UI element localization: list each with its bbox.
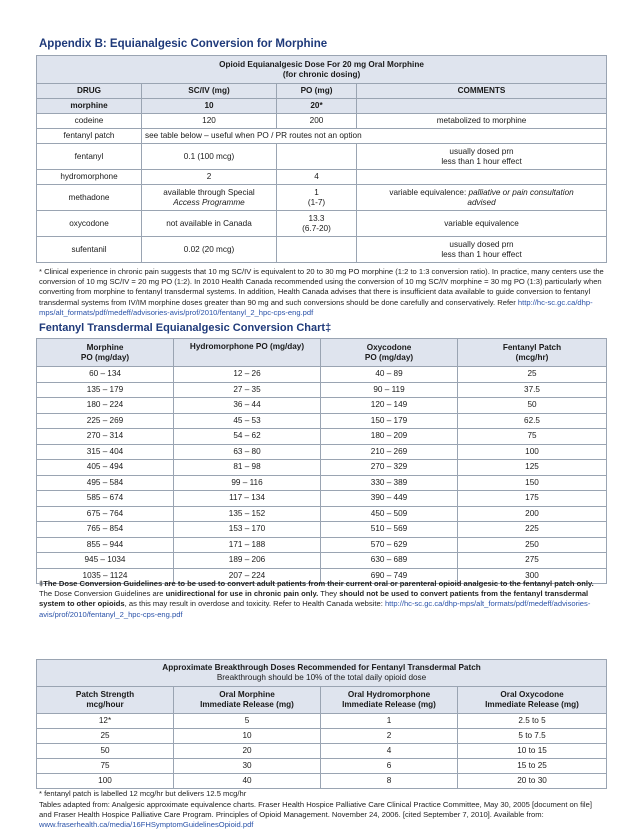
table-cell: 25 (37, 729, 174, 744)
table-row (37, 413, 607, 429)
table-cell: 207 – 224 (174, 568, 321, 584)
table-row (37, 729, 607, 744)
footnote-sources: Tables adapted from: Analgesic approximate equivalence charts. Fraser Health Hospice Palliative Care Clinical Practice Committee, May 30, 2005 [document on file] and Fraser Health Hospice Palliative Care Program. Principles of Opioid Management. November 24, 2006. [cited September 7, 2010]. Available from: www.fraserhealth.ca/media/16FHSymptomGuidelinesOpioid.pdf (39, 800, 592, 830)
table-cell: 765 – 854 (37, 522, 174, 538)
table-cell: 100 (458, 444, 607, 460)
table-cell: 250 (458, 537, 607, 553)
table-row (37, 367, 607, 383)
table-cell: 630 – 689 (321, 553, 458, 569)
table-cell: 99 – 116 (174, 475, 321, 491)
table-cell: 10 to 15 (458, 744, 607, 759)
table-cell: 2.5 to 5 (458, 714, 607, 729)
footnote-dose-guidelines: ‡The Dose Conversion Guidelines are to be used to convert adult patients from their current oral or parenteral opioid analgesic to the fentanyl patch only. The Dose Conversion Guidelines are unidirectional for use in chronic pain only. They should not be used to convert patients from the fentanyl transdermal system to other opioids, as this may result in overdose and toxicity. Refer to Health Canada website: http://hc-sc.gc.ca/dhp-mps/alt_formats/pdf/medeff/advisories-avis/prof/2010/fentanyl_2_hpc-cps-eng.pdf (39, 579, 594, 619)
table-cell: 90 – 119 (321, 382, 458, 398)
table-cell: 675 – 764 (37, 506, 174, 522)
table-cell: 210 – 269 (321, 444, 458, 460)
table-header-row (37, 84, 607, 99)
table-cell: 275 (458, 553, 607, 569)
table-cell: 20 (174, 744, 321, 759)
table-cell: 135 – 179 (37, 382, 174, 398)
table-row (37, 774, 607, 789)
table-header-row: Morphine PO (mg/day) Hydromorphone PO (mg/day) Oxycodone PO (mg/day) Fentanyl Patch (mcg/hr) (37, 339, 607, 367)
table-cell: 40 (174, 774, 321, 789)
col-header-comments: COMMENTS (357, 84, 607, 99)
table-cell: 171 – 188 (174, 537, 321, 553)
table-cell: 855 – 944 (37, 537, 174, 553)
table-row: fentanyl patch see table below – useful when PO / PR routes not an option (37, 129, 607, 144)
table-row (37, 460, 607, 476)
table-row (37, 553, 607, 569)
table-cell: 37.5 (458, 382, 607, 398)
breakthrough-table-caption: Approximate Breakthrough Doses Recommended for Fentanyl Transdermal Patch Breakthrough should be 10% of the total daily opioid dose (37, 660, 607, 687)
table-cell: 50 (458, 398, 607, 414)
table-cell: 690 – 749 (321, 568, 458, 584)
table-cell: 75 (458, 429, 607, 445)
col-header-drug: DRUG (37, 84, 142, 99)
table-cell: 585 – 674 (37, 491, 174, 507)
table-cell: 15 to 25 (458, 759, 607, 774)
health-canada-website-link[interactable]: http://hc-sc.gc.ca/dhp-mps/alt_formats/pdf/medeff/advisories-avis/prof/2010/fentanyl_2_hpc-cps-eng.pdf (39, 599, 591, 619)
table-row (37, 382, 607, 398)
table-row: hydromorphone 2 4 (37, 170, 607, 185)
table-cell: 405 – 494 (37, 460, 174, 476)
table-cell: 200 (458, 506, 607, 522)
table-cell: 125 (458, 460, 607, 476)
table-row (37, 759, 607, 774)
footnote-conversion: * Clinical experience in chronic pain suggests that 10 mg SC/IV is equivalent to 20 to 30 mg PO morphine (1:2 to 1:3 conversion ratio). In practice, many centers use the conversion of 10 mg SC/IV = 20 mg PO (1:2). In 2010 Health Canada recommended using the conversion of 10 mg SC/IV morphine = 30 mg PO (1:3) particularly when converting from morphine to fentanyl transdermal systems. In addition, Health Canada advises that there is insufficient data available to guide conversion to fentanyl transdermal systems from IV/IM morphine doses greater than 90 mg and such conversions should be done carefully and conservatively. Refer http://hc-sc.gc.ca/dhp-mps/alt_formats/pdf/medeff/advisories-avis/prof/2010/fentanyl_2_hpc-cps-eng.pdf (39, 267, 604, 317)
table-cell: 30 (174, 759, 321, 774)
table-row: sufentanil 0.02 (20 mcg) usually dosed prn less than 1 hour effect (37, 237, 607, 263)
table-cell: 5 to 7.5 (458, 729, 607, 744)
table-cell: 153 – 170 (174, 522, 321, 538)
table-row: codeine 120 200 metabolized to morphine (37, 114, 607, 129)
table-cell: 390 – 449 (321, 491, 458, 507)
table-cell: 135 – 152 (174, 506, 321, 522)
table-row (37, 714, 607, 729)
footnote-patch-label: * fentanyl patch is labelled 12 mcg/hr but delivers 12.5 mcg/hr (39, 789, 247, 798)
table-cell: 40 – 89 (321, 367, 458, 383)
table-cell: 81 – 98 (174, 460, 321, 476)
table-row (37, 744, 607, 759)
table-cell: 225 (458, 522, 607, 538)
table-cell: 300 (458, 568, 607, 584)
table-cell: 100 (37, 774, 174, 789)
table-cell: 1 (321, 714, 458, 729)
appendix-title: Appendix B: Equianalgesic Conversion for Morphine (39, 38, 328, 50)
equianalgesic-table (36, 55, 607, 263)
col-header-po: PO (mg) (277, 84, 357, 99)
table-row (37, 537, 607, 553)
table-cell: 270 – 314 (37, 429, 174, 445)
table-cell: 189 – 206 (174, 553, 321, 569)
table-cell: 54 – 62 (174, 429, 321, 445)
table-cell: 12 – 26 (174, 367, 321, 383)
table-cell: 20 to 30 (458, 774, 607, 789)
table-cell: 1035 – 1124 (37, 568, 174, 584)
table-cell: 12* (37, 714, 174, 729)
table-row (37, 522, 607, 538)
table-cell: 315 – 404 (37, 444, 174, 460)
table-cell: 510 – 569 (321, 522, 458, 538)
health-canada-link[interactable]: http://hc-sc.gc.ca/dhp-mps/alt_formats/pdf/medeff/advisories-avis/prof/2010/fentanyl_2_hpc-cps-eng.pdf (39, 297, 593, 317)
table-cell: 495 – 584 (37, 475, 174, 491)
table-cell: 60 – 134 (37, 367, 174, 383)
fentanyl-chart-title: Fentanyl Transdermal Equianalgesic Conversion Chart‡ (39, 322, 332, 334)
table-cell: 4 (321, 744, 458, 759)
fentanyl-conversion-table (36, 338, 607, 584)
table-row (37, 444, 607, 460)
table-cell: 150 (458, 475, 607, 491)
table-row (37, 429, 607, 445)
table-cell: 120 – 149 (321, 398, 458, 414)
table-cell: 25 (458, 367, 607, 383)
table-cell: 27 – 35 (174, 382, 321, 398)
table-row (37, 398, 607, 414)
table-row: methadone available through Special Access Programme 1 (1-7) variable equivalence: palliative or pain consultation advised (37, 185, 607, 211)
table-row: oxycodone not available in Canada 13.3 (6.7-20) variable equivalence (37, 211, 607, 237)
table-row (37, 506, 607, 522)
table-cell: 945 – 1034 (37, 553, 174, 569)
table-row: morphine 10 20* (37, 99, 607, 114)
table-cell: 570 – 629 (321, 537, 458, 553)
table-cell: 117 – 134 (174, 491, 321, 507)
col-header-sciv: SC/IV (mg) (142, 84, 277, 99)
table-cell: 180 – 224 (37, 398, 174, 414)
table-cell: 62.5 (458, 413, 607, 429)
table-row (37, 491, 607, 507)
table-cell: 175 (458, 491, 607, 507)
table-cell: 36 – 44 (174, 398, 321, 414)
table-cell: 180 – 209 (321, 429, 458, 445)
table-cell: 75 (37, 759, 174, 774)
table-cell: 225 – 269 (37, 413, 174, 429)
table-cell: 2 (321, 729, 458, 744)
table-cell: 45 – 53 (174, 413, 321, 429)
table-cell: 8 (321, 774, 458, 789)
table-row (37, 475, 607, 491)
table-cell: 330 – 389 (321, 475, 458, 491)
table-cell: 50 (37, 744, 174, 759)
equianalgesic-table-caption: Opioid Equianalgesic Dose For 20 mg Oral Morphine (for chronic dosing) (37, 56, 607, 84)
table-cell: 6 (321, 759, 458, 774)
fraser-health-link[interactable]: www.fraserhealth.ca/media/16FHSymptomGuidelinesOpioid.pdf (39, 820, 254, 830)
table-cell: 270 – 329 (321, 460, 458, 476)
table-row: fentanyl 0.1 (100 mcg) usually dosed prn less than 1 hour effect (37, 144, 607, 170)
table-cell: 150 – 179 (321, 413, 458, 429)
table-cell: 5 (174, 714, 321, 729)
breakthrough-doses-table (36, 659, 607, 789)
table-header-row: Patch Strength mcg/hour Oral Morphine Immediate Release (mg) Oral Hydromorphone Immediate Release (mg) Oral Oxycodone Immediate Release (mg) (37, 687, 607, 714)
table-cell: 63 – 80 (174, 444, 321, 460)
table-cell: 450 – 509 (321, 506, 458, 522)
table-cell: 10 (174, 729, 321, 744)
